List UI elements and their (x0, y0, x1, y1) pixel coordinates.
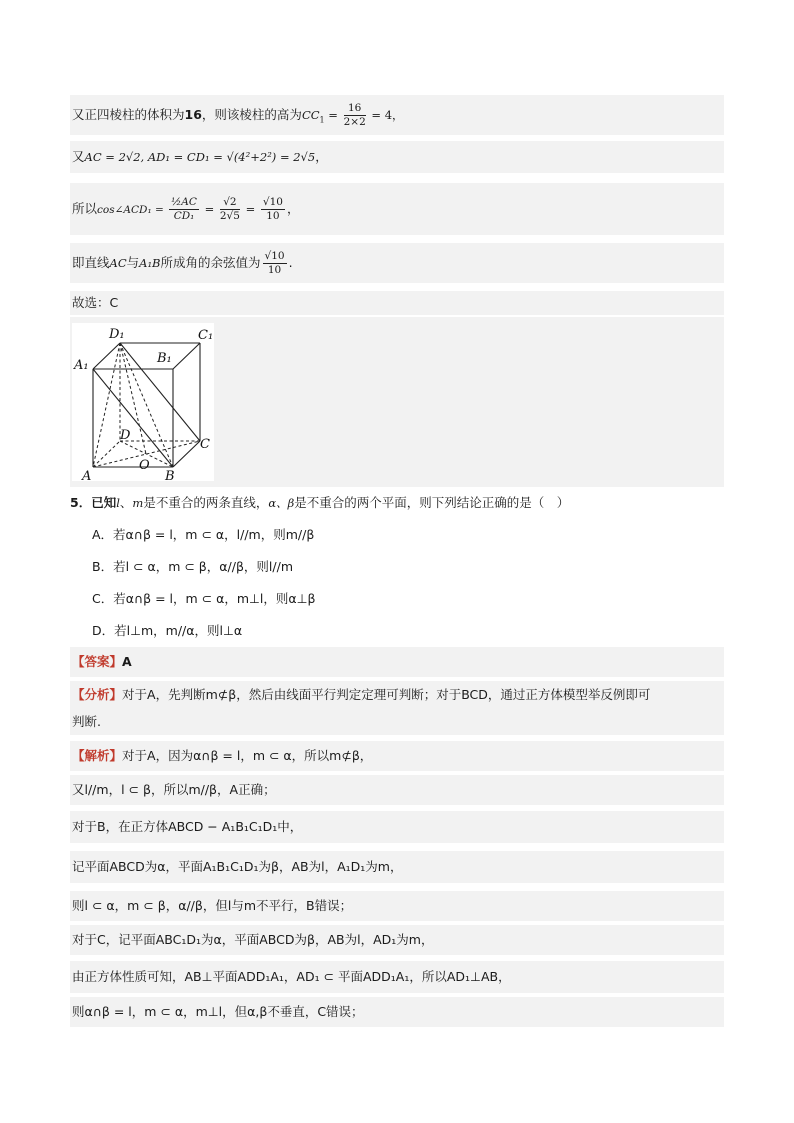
solution-line-2 (70, 775, 724, 805)
denominator: CD₁ (173, 210, 195, 222)
text: . (288, 255, 293, 270)
solution-text: 记平面ABCD为α，平面A₁B₁C₁D₁为β，AB为l，A₁D₁为m， (72, 859, 403, 874)
analysis-text: 判断. (72, 714, 101, 729)
prism-figure (72, 323, 214, 481)
math: AC (109, 256, 127, 270)
solution-line-5 (70, 891, 724, 921)
option-b (70, 555, 746, 579)
math-subscript: 1 (319, 115, 325, 125)
solution-text: 对于C，记平面ABC₁D₁为α，平面ABCD为β，AB为l，AD₁为m， (72, 932, 434, 947)
text: 又正四棱柱的体积为 (72, 107, 185, 122)
answer-line (70, 647, 724, 677)
text: 即直线 (72, 255, 110, 270)
text: 是不重合的两个平面，则下列结论正确的是（ ） (294, 495, 570, 510)
text: ， (286, 201, 300, 216)
edge-b1c1 (173, 343, 200, 369)
option-text: A．若α∩β = l，m ⊂ α，l//m，则m//β (92, 527, 315, 542)
solution-text: 又l//m，l ⊂ β，所以m//β，A正确； (72, 782, 276, 797)
text: 又 (72, 149, 85, 164)
numerator: ½AC (171, 196, 197, 208)
text: 所成角的余弦值为 (160, 255, 261, 270)
numerator: √2 (220, 196, 240, 210)
edge-ad-hidden (93, 441, 120, 467)
denominator: 10 (266, 210, 280, 222)
math: = 4， (367, 108, 404, 122)
edge-bc (173, 441, 200, 467)
text: ，则该棱柱的高为 (201, 107, 302, 122)
edge-a1d1 (93, 343, 120, 369)
label-o: O (139, 458, 150, 473)
volume-line (70, 95, 724, 135)
lengths-line (70, 141, 724, 173)
math: AC = 2√2, AD₁ = CD₁ = √(4²+2²) = 2√5 (84, 150, 316, 164)
choice-line (70, 291, 724, 315)
label-a: A (82, 469, 92, 481)
label-c: C (200, 437, 210, 452)
option-a (70, 523, 746, 547)
math: l (116, 496, 120, 510)
segment-a1b (93, 369, 173, 467)
text: 、 (119, 495, 133, 510)
label-c1: C₁ (198, 328, 214, 343)
fraction (220, 196, 240, 223)
option-text: C．若α∩β = l，m ⊂ α，m⊥l，则α⊥β (92, 591, 316, 606)
text: 16 (184, 107, 202, 122)
analysis-block (70, 681, 724, 735)
analysis-text: 对于A，先判断m⊄β，然后由线面平行判定定理可判断；对于BCD，通过正方体模型举反例即可 (122, 687, 651, 702)
option-c (70, 587, 746, 611)
option-d (70, 619, 746, 643)
math: A₁B (139, 256, 161, 270)
answer-tag: 【答案】 (72, 654, 123, 669)
solution-text: 由正方体性质可知，AB⊥平面ADD₁A₁，AD₁ ⊂ 平面ADD₁A₁，所以AD₁⊥AB， (72, 969, 511, 984)
math: α、β (268, 496, 295, 510)
math: m (132, 496, 144, 510)
text: 是不重合的两条直线， (143, 495, 269, 510)
numerator: √10 (262, 196, 283, 208)
fraction (263, 250, 287, 277)
conclusion-line (70, 243, 724, 283)
solution-line-6 (70, 925, 724, 955)
solution-line-8 (70, 997, 724, 1027)
text: ， (315, 149, 328, 164)
answer-value: A (122, 654, 132, 669)
text: 5．已知 (70, 495, 117, 510)
option-text: D．若l⊥m，m//α，则l⊥α (92, 623, 243, 638)
math: cos∠ACD₁ = (97, 204, 168, 216)
label-b1: B₁ (157, 351, 172, 366)
label-b: B (165, 469, 175, 481)
question-stem (70, 491, 724, 515)
analysis-tag: 【分析】 (72, 687, 123, 702)
text: 所以 (72, 201, 98, 216)
math: = (324, 108, 342, 122)
numerator: √10 (264, 250, 285, 262)
label-d: D (120, 428, 131, 443)
solution-text: 则l ⊂ α，m ⊂ β，α//β，但l与m不平行，B错误； (72, 898, 353, 913)
fraction (344, 102, 366, 129)
fraction (261, 196, 285, 223)
solution-text: 对于A，因为α∩β = l，m ⊂ α，所以m⊄β， (122, 748, 373, 763)
text: 与 (126, 255, 140, 270)
text: 故选：C (72, 295, 119, 310)
prism-diagram (72, 323, 214, 481)
solution-line-1 (70, 741, 724, 771)
cosine-line: 所以cos∠ACD₁ = $\frac{\text{½AC}}{\text{CD₁}}$ = $\frac{√2}{2√5}$ = $\frac{√10}{10}$ ， (70, 183, 724, 235)
solution-text: 对于B，在正方体ABCD − A₁B₁C₁D₁中， (72, 819, 303, 834)
denominator: 2×2 (343, 116, 366, 128)
fraction (169, 196, 199, 223)
solution-text: 则α∩β = l，m ⊂ α，m⊥l，但α,β不垂直，C错误； (72, 1004, 364, 1019)
solution-line-3 (70, 811, 724, 843)
math: CC (301, 108, 320, 122)
numerator: 16 (344, 102, 366, 116)
solution-tag: 【解析】 (72, 748, 123, 763)
option-text: B．若l ⊂ α，m ⊂ β，α//β，则l//m (92, 559, 293, 574)
solution-line-7 (70, 961, 724, 993)
solution-line-4 (70, 851, 724, 883)
label-a1: A₁ (74, 358, 89, 373)
denominator: 10 (267, 264, 282, 276)
label-d1: D₁ (109, 327, 125, 342)
segment-d1a-hidden (93, 343, 120, 467)
denominator: 2√5 (219, 210, 240, 222)
